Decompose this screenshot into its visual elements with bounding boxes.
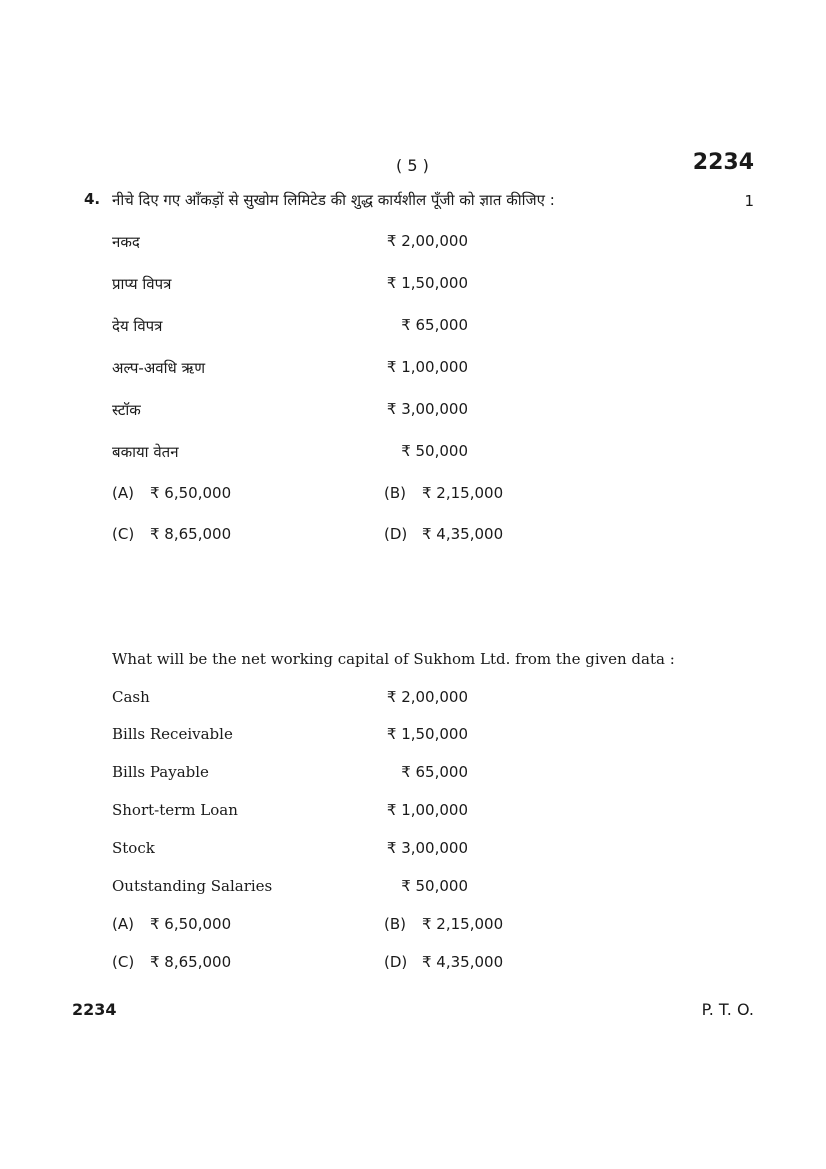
item-amount: ₹ 65,000 — [401, 316, 468, 334]
options-row — [0, 484, 826, 506]
list-item — [0, 316, 826, 338]
option-value: ₹ 4,35,000 — [422, 525, 504, 543]
item-label: Bills Receivable — [112, 725, 233, 743]
list-item — [0, 232, 826, 254]
item-label: Stock — [112, 839, 155, 857]
paper-code-header: 2234 — [692, 150, 754, 175]
item-label: Bills Payable — [112, 763, 209, 781]
list-item — [0, 877, 826, 899]
option-value: ₹ 8,65,000 — [150, 525, 232, 543]
item-label: अल्प-अवधि ऋण — [112, 359, 206, 377]
item-amount: ₹ 3,00,000 — [386, 839, 468, 857]
question-text-english: What will be the net working capital of Sukhom Ltd. from the given data : — [112, 650, 675, 668]
item-amount: ₹ 2,00,000 — [386, 688, 468, 706]
item-label: Short-term Loan — [112, 801, 238, 819]
list-item — [0, 688, 826, 710]
item-label: Cash — [112, 688, 150, 706]
question-number: 4. — [84, 190, 101, 208]
item-label: प्राप्य विपत्र — [112, 275, 172, 293]
item-label: Outstanding Salaries — [112, 877, 273, 895]
item-label: नकद — [112, 233, 140, 251]
option-key: (A) — [112, 484, 134, 502]
item-amount: ₹ 2,00,000 — [386, 232, 468, 250]
item-amount: ₹ 1,50,000 — [386, 274, 468, 292]
item-label: देय विपत्र — [112, 317, 163, 335]
item-amount: ₹ 50,000 — [401, 442, 468, 460]
options-row — [0, 953, 826, 975]
list-item — [0, 358, 826, 380]
option-key: (C) — [112, 525, 135, 543]
list-item — [0, 725, 826, 747]
item-amount: ₹ 3,00,000 — [386, 400, 468, 418]
item-amount: ₹ 1,00,000 — [386, 801, 468, 819]
list-item — [0, 763, 826, 785]
item-label: स्टॉक — [112, 401, 141, 419]
options-row — [0, 915, 826, 937]
list-item — [0, 839, 826, 861]
item-label: बकाया वेतन — [112, 443, 179, 461]
option-key: (B) — [384, 915, 406, 933]
option-value: ₹ 2,15,000 — [422, 915, 504, 933]
item-amount: ₹ 1,00,000 — [386, 358, 468, 376]
list-item — [0, 442, 826, 464]
option-key: (B) — [384, 484, 406, 502]
option-value: ₹ 8,65,000 — [150, 953, 232, 971]
option-value: ₹ 2,15,000 — [422, 484, 504, 502]
option-value: ₹ 6,50,000 — [150, 915, 232, 933]
option-key: (D) — [384, 525, 408, 543]
question-text-hindi: नीचे दिए गए आँकड़ों से सुखोम लिमिटेड की शुद्ध कार्यशील पूँजी को ज्ञात कीजिए : — [112, 191, 555, 209]
question-marks: 1 — [744, 192, 754, 210]
item-amount: ₹ 1,50,000 — [386, 725, 468, 743]
options-row — [0, 525, 826, 547]
list-item — [0, 274, 826, 296]
paper-code-footer: 2234 — [72, 1000, 117, 1019]
option-key: (D) — [384, 953, 408, 971]
option-value: ₹ 6,50,000 — [150, 484, 232, 502]
item-amount: ₹ 65,000 — [401, 763, 468, 781]
list-item — [0, 400, 826, 422]
please-turn-over: P. T. O. — [701, 1000, 754, 1019]
option-key: (A) — [112, 915, 134, 933]
option-key: (C) — [112, 953, 135, 971]
option-value: ₹ 4,35,000 — [422, 953, 504, 971]
item-amount: ₹ 50,000 — [401, 877, 468, 895]
list-item — [0, 801, 826, 823]
page-number: ( 5 ) — [396, 156, 429, 175]
